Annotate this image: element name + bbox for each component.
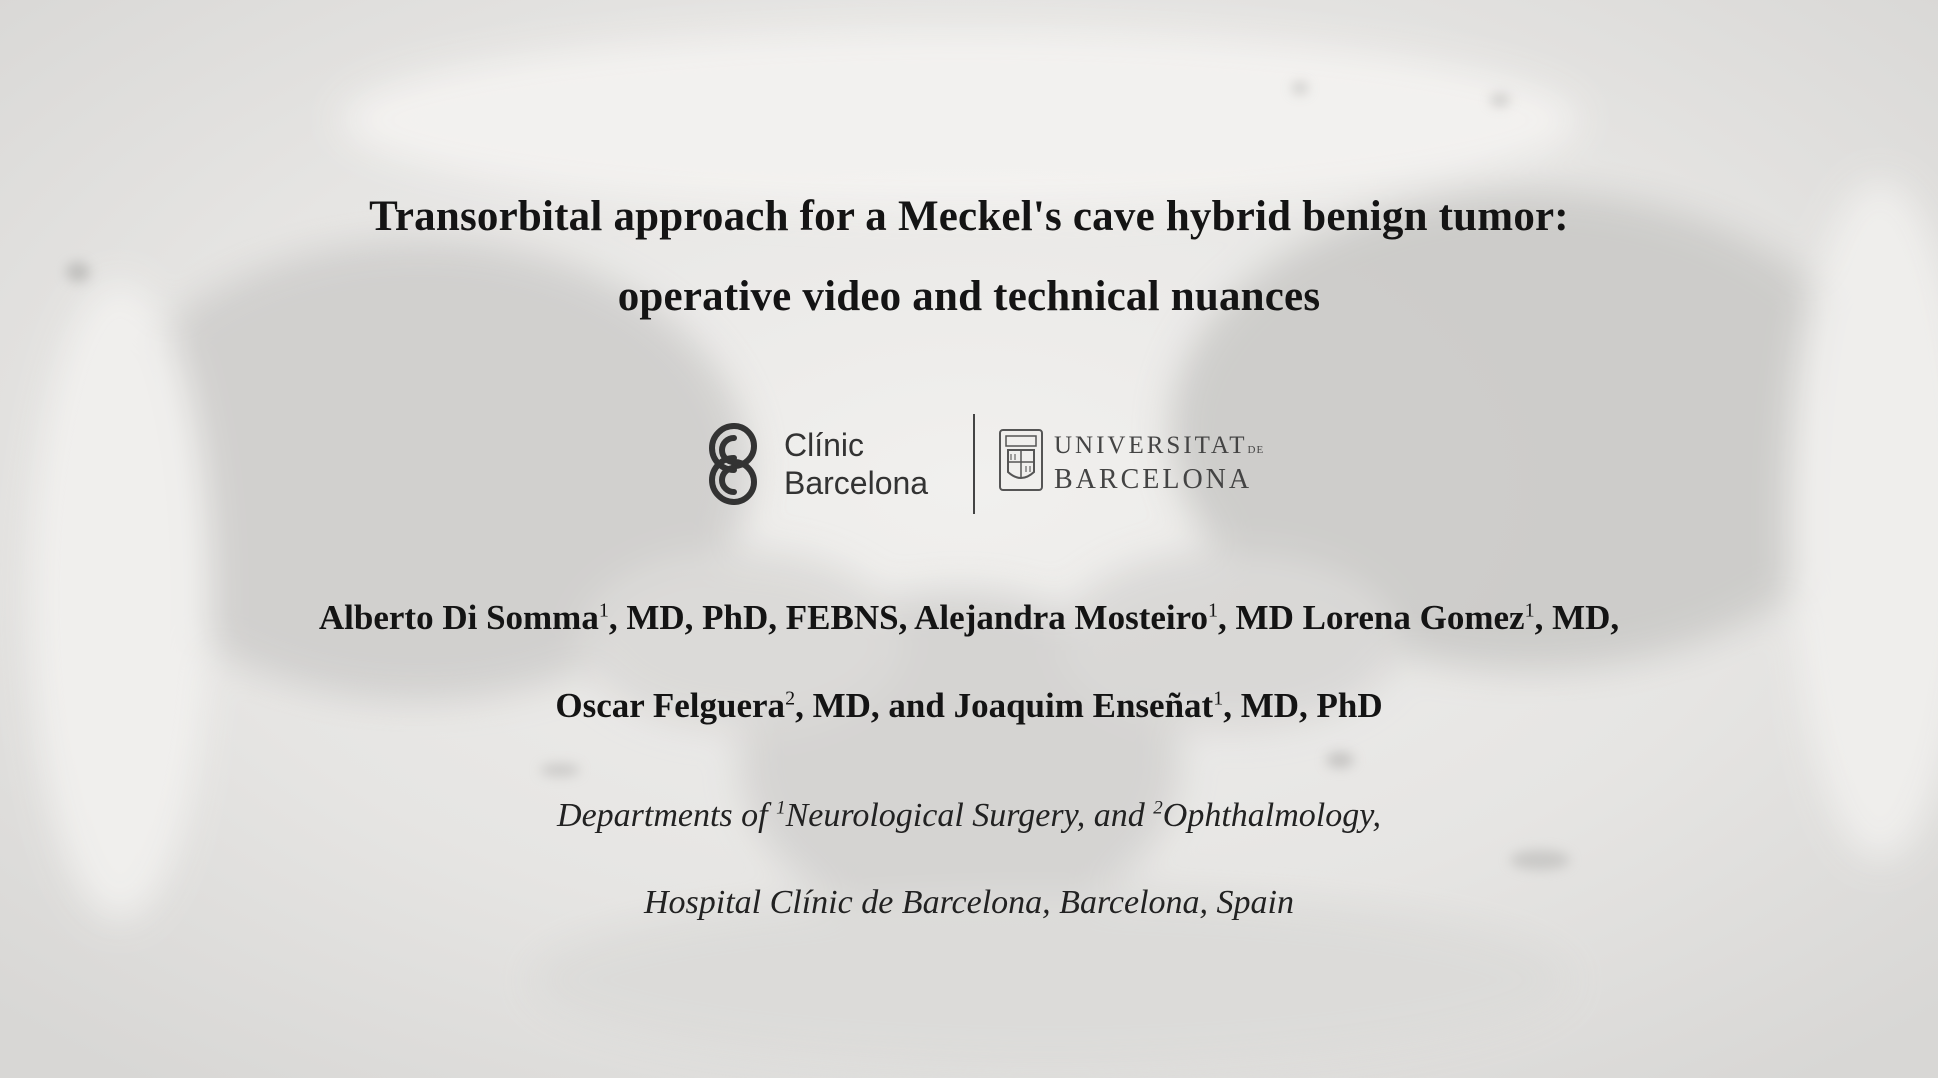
ub-wordmark-line2: BARCELONA [1054,464,1253,495]
department-ophthalmology: Ophthalmology, [1162,797,1381,834]
clinic-barcelona-logo-icon [690,416,770,512]
logo-divider [973,414,975,514]
ub-wordmark-de: DE [1247,444,1265,456]
affiliation-line-1 [0,797,1938,835]
author-affiliation-marker: 1 [1208,599,1219,622]
ub-wordmark-line1: UNIVERSITAT [1054,432,1248,459]
author-list-line-1 [0,598,1938,638]
institution-logos [690,412,1265,516]
affiliation-prefix: Departments of [557,797,777,834]
affiliation-marker-2: 2 [1153,797,1163,819]
clinic-wordmark-line1: Clínic [784,427,865,463]
author-affiliation-marker: 1 [598,599,609,622]
author-credentials: , MD, PhD, FEBNS, [608,598,915,637]
author-name: Alejandra Mosteiro [914,598,1209,637]
author-list-line-2 [0,686,1938,726]
author-name: Alberto Di Somma [318,598,599,637]
author-credentials: , MD, PhD [1223,686,1383,725]
slide-title-line-2: operative video and technical nuances [617,273,1321,320]
author-credentials: , MD, [1534,598,1620,637]
department-neurological-surgery: Neurological Surgery, and [785,797,1154,834]
author-name: Joaquim Enseñat [953,686,1214,725]
author-affiliation-marker: 2 [785,687,796,710]
author-affiliation-marker: 1 [1213,687,1224,710]
clinic-barcelona-wordmark [784,426,928,502]
author-affiliation-marker: 1 [1524,599,1535,622]
author-name: Oscar Felguera [555,686,786,725]
author-credentials: , MD [1218,598,1303,637]
universitat-barcelona-wordmark [1054,432,1264,496]
author-name: Lorena Gomez [1302,598,1525,637]
university-seal-icon [998,428,1044,492]
affiliation-marker-1: 1 [776,797,786,819]
slide-title-line-1: Transorbital approach for a Meckel's cave hybrid benign tumor: [369,193,1569,240]
author-credentials: , MD, and [795,686,954,725]
affiliation-line-2: Hospital Clínic de Barcelona, Barcelona, Spain [643,884,1294,921]
clinic-wordmark-line2: Barcelona [784,465,929,501]
